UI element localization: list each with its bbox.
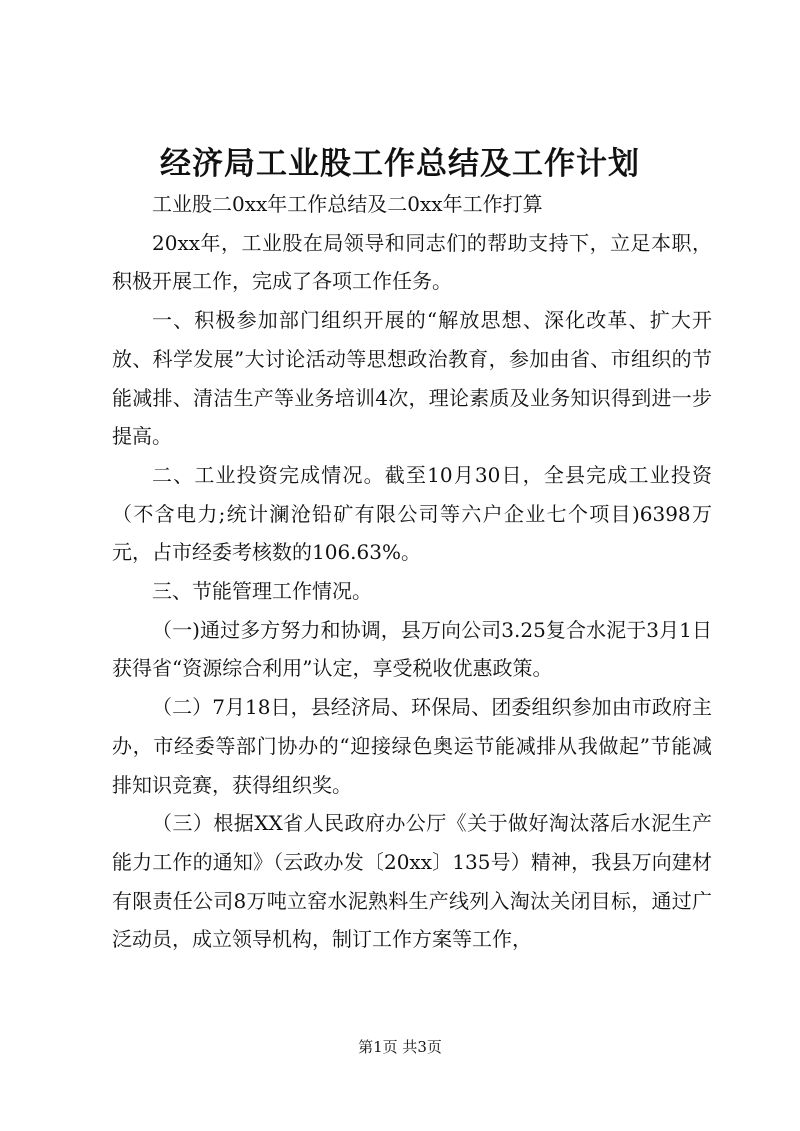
document-title: 经济局工业股工作总结及工作计划 bbox=[160, 146, 640, 182]
section-one-paragraph: 一、积极参加部门组织开展的“解放思想、深化改革、扩大开放、科学发展”大讨论活动等思想政治教育，参加由省、市组织的节能减排、清洁生产等业务培训4次，理论素质及业务知识得到进一步提高。 bbox=[112, 308, 712, 449]
subtitle-paragraph: 工业股二0xx年工作总结及二0xx年工作打算 bbox=[152, 192, 543, 216]
section-two-paragraph: 二、工业投资完成情况。截至10月30日，全县完成工业投资（不含电力;统计澜沧铅矿有限公司等六户企业七个项目)6398万元，占市经委考核数的106.63%。 bbox=[112, 462, 712, 565]
subsection-one-paragraph: （一)通过多方努力和协调，县万向公司3.25复合水泥于3月1日获得省“资源综合利用”认定，享受税收优惠政策。 bbox=[112, 617, 712, 681]
page-number-footer: 第1页 共3页 bbox=[358, 1038, 442, 1056]
subsection-three-paragraph: （三）根据XX省人民政府办公厅《关于做好淘汰落后水泥生产能力工作的通知》（云政办发〔20xx〕135号）精神，我县万向建材有限责任公司8万吨立窑水泥熟料生产线列入淘汰关闭目标，通过广泛动员，成立领导机构，制订工作方案等工作， bbox=[112, 811, 712, 952]
section-three-heading: 三、节能管理工作情况。 bbox=[152, 579, 372, 604]
document-body bbox=[112, 185, 712, 959]
subsection-two-paragraph: （二）7月18日，县经济局、环保局、团委组织参加由市政府主办，市经委等部门协办的“迎接绿色奥运节能减排从我做起”节能减排知识竞赛，获得组织奖。 bbox=[112, 695, 712, 797]
intro-paragraph: 20xx年，工业股在局领导和同志们的帮助支持下，立足本职，积极开展工作，完成了各项工作任务。 bbox=[112, 230, 712, 294]
